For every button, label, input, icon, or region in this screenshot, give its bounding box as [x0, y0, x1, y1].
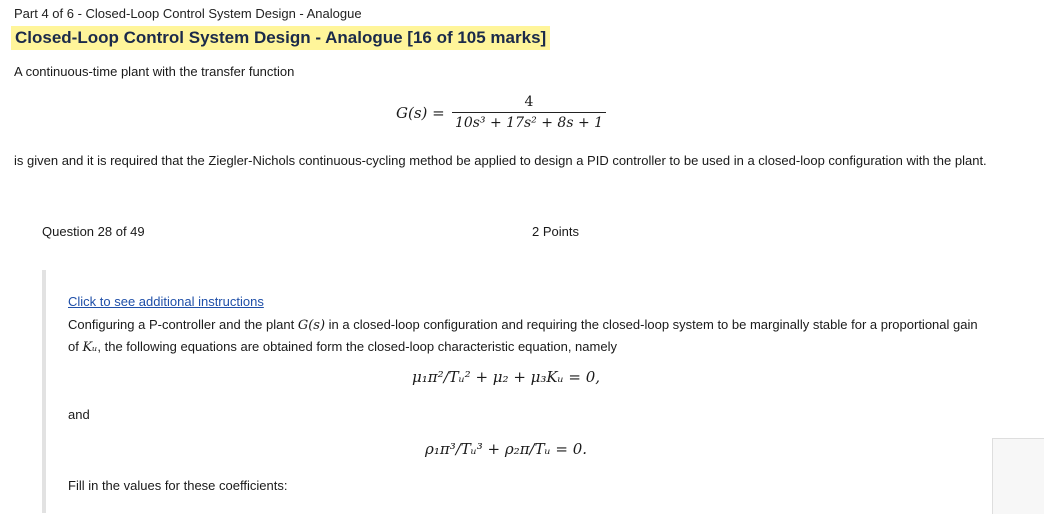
question-paragraph	[68, 314, 988, 358]
transfer-function-denominator: 10s³ + 17s² + 8s + 1	[454, 115, 604, 131]
intro-text: A continuous-time plant with the transfer function	[14, 64, 295, 79]
transfer-function-fraction	[452, 92, 606, 133]
points-label: 2 Points	[532, 224, 579, 239]
characteristic-equation-2: ρ₁π³/Tᵤ³ + ρ₂π/Tᵤ = 0.	[425, 440, 588, 458]
plant-symbol: G(s)	[297, 318, 326, 333]
additional-instructions-link[interactable]: Click to see additional instructions	[68, 294, 264, 309]
question-left-rule	[42, 270, 46, 513]
paragraph-text-2: in a closed-loop configuration and requiring the closed-loop system to be marginally stable for a proportional gain of	[68, 317, 978, 354]
paragraph-text-3: , the following equations are obtained form the closed-loop characteristic equation, namely	[97, 339, 617, 354]
fill-in-instruction: Fill in the values for these coefficients:	[68, 478, 288, 493]
and-label: and	[68, 407, 90, 422]
paragraph-text-1: Configuring a P-controller and the plant	[68, 317, 295, 332]
transfer-function-lhs: G(s) =	[396, 104, 445, 122]
transfer-function-numerator: 4	[524, 94, 534, 110]
characteristic-equation-1: μ₁π²/Tᵤ² + μ₂ + μ₃Kᵤ = 0,	[412, 368, 601, 386]
section-title: Closed-Loop Control System Design - Analogue [16 of 105 marks]	[11, 26, 550, 50]
part-label: Part 4 of 6 - Closed-Loop Control System Design - Analogue	[14, 6, 362, 21]
ku-symbol: Kᵤ	[82, 340, 98, 355]
question-number: Question 28 of 49	[42, 224, 145, 239]
side-panel-edge	[992, 438, 1044, 514]
problem-description: is given and it is required that the Ziegler-Nichols continuous-cycling method be applied to design a PID controller to be used in a closed-loop configuration with the plant.	[14, 153, 987, 168]
